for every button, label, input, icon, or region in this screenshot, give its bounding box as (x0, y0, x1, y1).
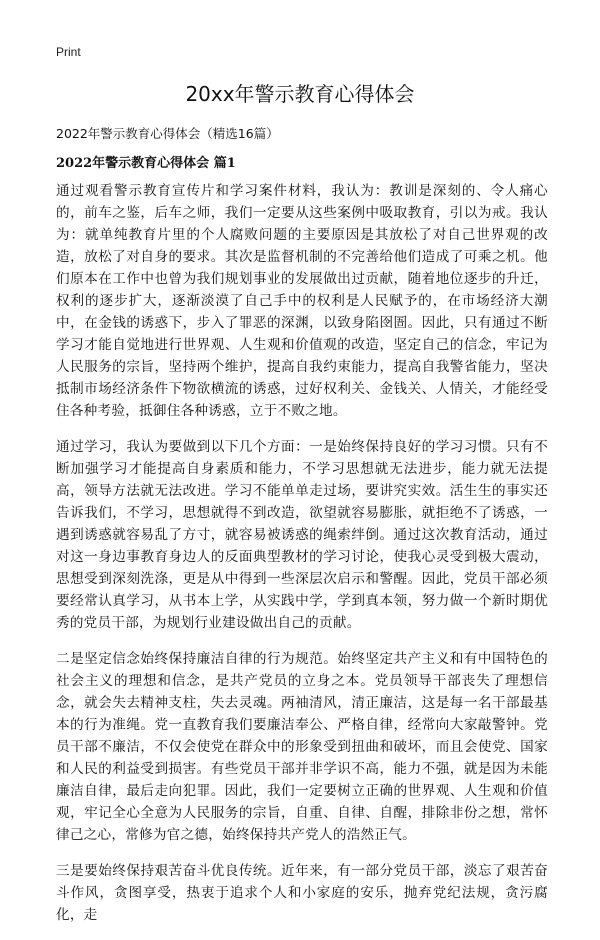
document-subtitle: 2022年警示教育心得体会（精选16篇） (56, 126, 279, 141)
body-paragraph: 二是坚定信念始终保持廉洁自律的行为规范。始终坚定共产主义和有中国特色的社会主义的理想和信念，是共产党员的立身之本。党员领导干部丧失了理想信念，就会失去精神支柱，失去灵魂。两袖清风，清正廉洁，这是每一名干部最基本的行为准绳。党一直教育我们要廉洁奉公、严格自律，经常向大家敲警钟。党员干部不廉洁，不仅会使党在群众中的形象受到扭曲和破坏，而且会使党、国家和人民的利益受到损害。有些党员干部并非学识不高，能力不强，就是因为未能廉洁自律，最后走向犯罪。因此，我们一定要树立正确的世界观、人生观和价值观，牢记全心全意为人民服务的宗旨，自重、自律、自醒，排除非份之想，常怀律己之心，常修为官之德，始终保持共产党人的浩然正气。 (56, 651, 548, 843)
body-paragraph: 通过观看警示教育宣传片和学习案件材料，我认为：教训是深刻的、令人痛心的，前车之鉴，后车之师，我们一定要从这些案例中吸取教育，引以为戒。我认为：就单纯教育片里的个人腐败问题的主要原因是其放松了对自己世界观的改造，放松了对自身的要求。其次是监督机制的不完善给他们造成了可乘之机。他们原本在工作中也曾为我们规划事业的发展做出过贡献，随着地位逐步的升迁，权利的逐步扩大，逐渐淡漠了自己手中的权利是人民赋予的，在市场经济大潮中，在金钱的诱惑下，步入了罪恶的深渊，以致身陷囹圄。因此，只有通过不断学习才能自觉地进行世界观、人生观和价值观的改造，坚定自己的信念，牢记为人民服务的宗旨，坚持两个维护，提高自我约束能力，提高自我警省能力，坚决抵制市场经济条件下物欲横流的诱惑，过好权利关、金钱关、人情关，才能经受住各种考验，抵御住各种诱惑，立于不败之地。 (56, 183, 548, 419)
document-title: 20xx年警示教育心得体会 (185, 82, 415, 106)
article-body (56, 180, 548, 940)
body-paragraph: 通过学习，我认为要做到以下几个方面：一是始终保持良好的学习习惯。只有不断加强学习才能提高自身素质和能力，不学习思想就无法进步，能力就无法提高，领导方法就无法改进。学习不能单单走过场，要讲究实效。活生生的事实还告诉我们，不学习，思想就得不到改造，欲望就容易膨胀，就拒绝不了诱惑，一遇到诱惑就容易乱了方寸，就容易被诱惑的绳索绊倒。通过这次教育活动，通过对这一身边事教育身边人的反面典型教材的学习讨论，使我心灵受到极大震动，思想受到深刻洗涤，更是从中得到一些深层次启示和警醒。因此，党员干部必须要经常认真学习，从书本上学，从实践中学，学到真本领，努力做一个新时期优秀的党员干部，为规划行业建设做出自己的贡献。 (56, 439, 548, 631)
section-heading: 2022年警示教育心得体会 篇1 (56, 156, 236, 171)
body-paragraph: 三是要始终保持艰苦奋斗优良传统。近年来，有一部分党员干部，淡忘了艰苦奋斗作风，贪图享受，热衷于追求个人和小家庭的安乐，抛弃党纪法规，贪污腐化，走 (56, 863, 548, 923)
print-link[interactable]: Print (56, 45, 81, 59)
